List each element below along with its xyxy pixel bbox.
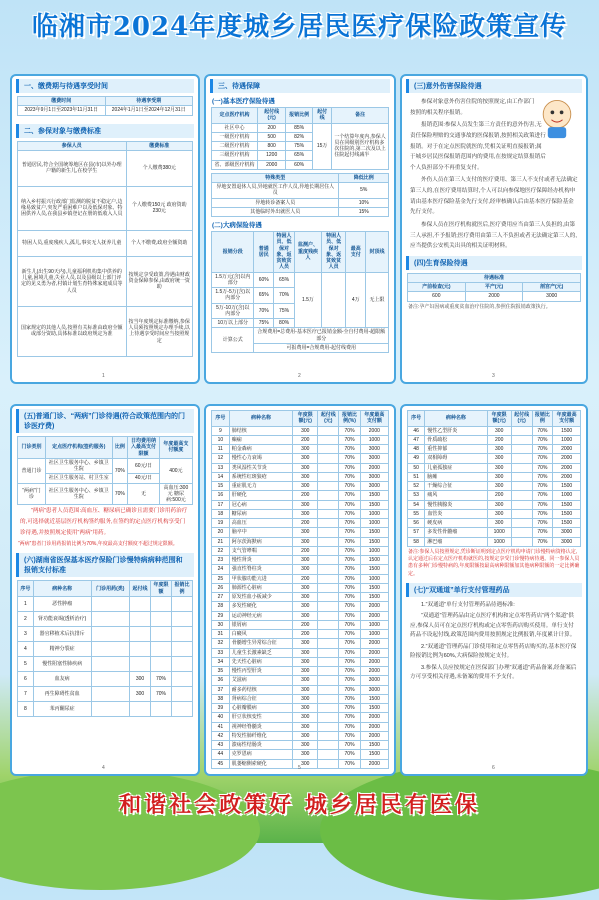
table-row: 56 硬皮病 300 70% 1500 xyxy=(408,519,581,528)
table-row: 34 先天性心脏病 300 70% 2000 xyxy=(212,657,389,666)
page-number: 3 xyxy=(492,373,495,379)
section-header-benefits: 三、待遇保障 xyxy=(210,79,390,93)
table-row: 1 恶性肿瘤 xyxy=(18,596,193,611)
table-row: “两病”门诊 社区卫生服务中心、乡镇卫生院 70% 无 高血压:300元 糖尿病:500元 xyxy=(18,483,193,505)
table-row: 46 慢性乙型肝炎 300 70% 1500 xyxy=(408,426,581,435)
chronic-disease-table-2: 序号 病种名称 年度限额(元) 起付线(元) 报销比例(%) 年度最高支付额 9 肺结核 300 70% 2000 10 癫痫 200 70% 1000 11 帕金森病 300 70% 3000 12 慢性心力衰竭 300 70% 3000 13 类风湿性关节炎 300 70% 2000 14 系统性红斑狼疮 300 70% 3000 15 重症肌无力 300 70% 3000 16 肝硬化 200 70% 1500 17 冠心病 300 70% 1500 18 糖尿病 300 70% 1000 19 高血压 200 70% 1000 20 脑卒中 300 70% 1500 21 阿尔茨海默病 300 70% 1500 22 支气管哮喘 200 70% 1000 23 慢性肾炎 300 70% 1500 24 强直性脊柱炎 300 70% 1500 25 甲状腺功能亢进 200 70% 1000 26 肺源性心脏病 300 70% 1500 27 原发性血小板减少 300 70% 1500 28 多发性硬化 300 70% 2000 29 运动神经元病 300 70% 2000 30 银屑病 200 70% 1000 31 白癜风 200 70% 1000 32 骨髓增生异常综合征 300 70% 2000 33 儿童生长激素缺乏 300 70% 2000 34 先天性心脏病 300 70% 2000 35 慢性丙型肝炎 300 70% 2000 36 艾滋病 300 70% 3000 37 耐多药结核 300 70% 3000 38 肾病综合征 300 70% 1500 39 心脏瓣膜病 300 70% 1500 40 肝豆状核变性 300 70% 2000 41 视神经脊髓炎 300 70% 2000 42 特发性肺纤维化 300 70% 2000 43 溃疡性结肠炎 300 70% 1500 44 克罗恩病 300 70% 1500 45 肌萎缩侧索硬化 300 70% 2000 xyxy=(211,410,389,769)
panel-outpatient: (五)普通门诊、“两病”门诊待遇(符合政策范围内的门诊医疗费) 门诊类别 定点医疗机构(签约服务) 比例 日均费用纳入最高支付限额 年度最高支付额度 普通门诊 社区卫生服务中心、乡镇卫生院 70% 60元/日 400元 社区卫生服务站、村卫生室 40元/日 “两病”门诊 社区卫生服务中心、乡镇卫生院 70% 无 高血压:300元 糖尿病:500元 “两病”患者人员范围:高血压、糖尿病已确诊且需要门诊用药治疗的,可选择就近基层医疗机构签约服务,在签约的定点医疗机构享受门诊待遇,并按照规定使用“两病”用药。 “两病”患者门诊用药报销比例为70%,年度最高支付额度不超过规定限额。 (六)湖南省医保基本医疗保险门诊慢特病病种范围和报销支付标准 序号 病种名称 门诊用药(类) 起付线 年度限额 报销比例 1 恶性肿瘤 2 肾功能衰竭(透析治疗) 3 器官移植术后抗排斥 4 精神分裂症 5 慢性阻塞性肺疾病 6 血友病 300 70% 7 再生障碍性贫血 300 70% 8 苯丙酮尿症 4 xyxy=(10,404,200,776)
table-row: 55 血管炎 300 70% 1500 xyxy=(408,509,581,518)
table-row: 49 双相障碍 300 70% 2000 xyxy=(408,454,581,463)
panel-dual-channel: 序号 病种名称 年度限额(元) 起付线(元) 报销比例 年度最高支付额 46 慢性乙型肝炎 300 70% 1500 47 骨质疏松 200 70% 1000 48 重性抑郁 300 70% 2000 49 双相障碍 300 70% 2000 50 儿童孤独症 300 70% 2000 51 脑瘫 300 70% 2000 52 干燥综合征 300 70% 1500 53 痛风 200 70% 1000 54 慢性胰腺炎 300 70% 1500 55 血管炎 300 70% 1500 56 硬皮病 300 70% 1500 57 多发性骨髓瘤 1000 70% 3000 58 淋巴瘤 1000 70% 3000 备注:参保人员按照规定,凭诊断证明到定点医疗机构申请门诊慢特病资格认定,认定通过后在定点医疗机构就医的,按规定享受门诊慢特病待遇。同一参保人员患有多种门诊慢特病的,年度限额按最高病种限额加其他病种限额的一定比例确定。 (七)“双通道”单行支付管理药品 1.“双通道”单行支付管理药品待遇标准: “双通道”管理药品由定点医疗机构和定点零售药店“两个渠道”供应,参保人员可在定点医疗机构或定点零售药店购买使用。单行支付药品不设起付线,政策范围内费用按照规定比例报销,年度累计计算。 2.“双通道”管理药品门诊使用和定点零售药店购买的,基本医疗保险报销比例为60%,大病保险按规定支付。 3.参保人员应按规定在医保部门办理“双通道”药品备案,经备案后方可享受相关待遇,未备案的费用不予支付。 6 xyxy=(400,404,588,776)
table-row: 44 克罗恩病 300 70% 1500 xyxy=(212,750,389,759)
table-row: 26 肺源性心脏病 300 70% 1500 xyxy=(212,583,389,592)
table-row: 10 癫痫 200 70% 1000 xyxy=(212,435,389,444)
chronic-note: 备注:参保人员按照规定,凭诊断证明到定点医疗机构申请门诊慢特病资格认定,认定通过后在定点医疗机构就医的,按规定享受门诊慢特病待遇。同一参保人员患有多种门诊慢特病的,年度限额按最高病种限额加其他病种限额的一定比例确定。 xyxy=(408,548,580,577)
table-row: 37 耐多药结核 300 70% 3000 xyxy=(212,685,389,694)
table-row: 35 慢性丙型肝炎 300 70% 2000 xyxy=(212,667,389,676)
table-row: 28 多发性硬化 300 70% 2000 xyxy=(212,602,389,611)
page-number: 6 xyxy=(492,765,495,771)
two-disease-note: “两病”患者人员范围:高血压、糖尿病已确诊且需要门诊用药治疗的,可选择就近基层医疗机构签约服务,在签约的定点医疗机构享受门诊待遇,并按照规定使用“两病”用药。 xyxy=(20,508,188,536)
table-row: 18 糖尿病 300 70% 1000 xyxy=(212,509,389,518)
table-row: 25 甲状腺功能亢进 200 70% 1000 xyxy=(212,574,389,583)
table-row: 54 慢性胰腺炎 300 70% 1500 xyxy=(408,500,581,509)
table-row: 58 淋巴瘤 1000 70% 3000 xyxy=(408,537,581,546)
table-row: 33 儿童生长激素缺乏 300 70% 2000 xyxy=(212,648,389,657)
table-row: 39 心脏瓣膜病 300 70% 1500 xyxy=(212,704,389,713)
table-row: 异地安置退休人员,异地就医工作人员,异地长期居住人员 5% xyxy=(212,183,389,199)
table-row: 9 肺结核 300 70% 2000 xyxy=(212,426,389,435)
table-row: 异地转诊备案人员 10% xyxy=(212,198,389,207)
period-table: 缴费时间 待遇享受期 2023年9月1日至2023年11月31日 2024年1月1日至2024年12月31日 xyxy=(17,96,193,116)
basic-insurance-table: 定点医疗机构 起付线(元) 报销比例 起付线 备注 社区中心 200 85% 15万 一个结算年度内,参保人员在同级别医疗机构多次住院的,第二次及以上住院起付线减半 一级医疗机构 500 82% 二级医疗机构 800 75% 三级医疗机构 1200 65% 省、部级医疗机构 2000 60% xyxy=(211,107,389,170)
panel-benefits xyxy=(204,74,396,384)
table-row: 11 帕金森病 300 70% 3000 xyxy=(212,445,389,454)
table-row: 45 肌萎缩侧索硬化 300 70% 2000 xyxy=(212,759,389,768)
table-row: 4 精神分裂症 xyxy=(18,641,193,656)
table-row: 1.5万元(含)以内部分 60% 65% 1.5万 4万 无上限 xyxy=(212,272,389,288)
table-row: 其他临时外出就医人员 15% xyxy=(212,207,389,216)
table-row: 17 冠心病 300 70% 1500 xyxy=(212,500,389,509)
chronic-disease-table-3: 序号 病种名称 年度限额(元) 起付线(元) 报销比例 年度最高支付额 46 慢性乙型肝炎 300 70% 1500 47 骨质疏松 200 70% 1000 48 重性抑郁 300 70% 2000 49 双相障碍 300 70% 2000 50 儿童孤独症 300 70% 2000 51 脑瘫 300 70% 2000 52 干燥综合征 300 70% 1500 53 痛风 200 70% 1000 54 慢性胰腺炎 300 70% 1500 55 血管炎 300 70% 1500 56 硬皮病 300 70% 1500 57 多发性骨髓瘤 1000 70% 3000 58 淋巴瘤 1000 70% 3000 xyxy=(407,410,581,547)
table-row: 社区卫生服务站、村卫生室 40元/日 xyxy=(18,474,193,483)
special-type-table: 特殊类型 降低比例 异地安置退休人员,异地就医工作人员,异地长期居住人员 5% 异地转诊备案人员 10% 其他临时外出就医人员 15% xyxy=(211,173,389,217)
table-row: 52 干燥综合征 300 70% 1500 xyxy=(408,482,581,491)
table-row: 16 肝硬化 200 70% 1500 xyxy=(212,491,389,500)
subheader-critical: (二)大病保险待遇 xyxy=(212,222,262,229)
table-row: 15 重症肌无力 300 70% 3000 xyxy=(212,482,389,491)
table-row: 6 血友病 300 70% xyxy=(18,671,193,686)
table-row: 40 肝豆状核变性 300 70% 2000 xyxy=(212,713,389,722)
panel-fee-standard xyxy=(10,74,200,384)
table-row: 2023年9月1日至2023年11月31日 2024年1月1日至2024年12月31日 xyxy=(18,106,193,115)
table-row: 42 特发性肺纤维化 300 70% 2000 xyxy=(212,731,389,740)
section-header-outpatient: (五)普通门诊、“两病”门诊待遇(符合政策范围内的门诊医疗费) xyxy=(16,409,194,433)
table-row: 21 阿尔茨海默病 300 70% 1500 xyxy=(212,537,389,546)
page-number: 2 xyxy=(298,373,301,379)
table-row: 一级医疗机构 500 82% xyxy=(212,132,389,141)
critical-illness-table: 报销分段 普通居民 特困人员、低保对象、返贫致贫人员 监测户、重度残疾人 特困人员、低保对象、返贫致贫人员 最高支付 封顶线 1.5万元(含)以内部分 60% 65% 1.5万 4万 无上限 1.5万-5万(含)以内部分 65% 70% 5万-10万(含)以内部分 70% 75% 10万以上部分 75% 80% 计算公式 合规费用=总费用-基本医疗已报销金额-全自付费用-超限额部分 可报费用=合规费用-起付线费用 xyxy=(211,231,389,353)
page-number: 1 xyxy=(102,373,105,379)
section-header-period: 一、缴费期与待遇享受时间 xyxy=(16,79,194,93)
table-row: 22 支气管哮喘 200 70% 1000 xyxy=(212,546,389,555)
table-row: 10万以上部分 75% 80% xyxy=(212,319,389,328)
table-row: 19 高血压 200 70% 1000 xyxy=(212,519,389,528)
table-row: 12 慢性心力衰竭 300 70% 3000 xyxy=(212,454,389,463)
table-row: 14 系统性红斑狼疮 300 70% 3000 xyxy=(212,472,389,481)
table-row: 36 艾滋病 300 70% 3000 xyxy=(212,676,389,685)
table-row: 30 银屑病 200 70% 1000 xyxy=(212,620,389,629)
table-row: 51 脑瘫 300 70% 2000 xyxy=(408,472,581,481)
table-row: 23 慢性肾炎 300 70% 1500 xyxy=(212,556,389,565)
section-header-chronic: (六)湖南省医保基本医疗保险门诊慢特病病种范围和报销支付标准 xyxy=(16,553,194,577)
section-header-dual-channel: (七)“双通道”单行支付管理药品 xyxy=(406,583,582,597)
mascot-illustration xyxy=(534,94,580,140)
page-title: 临湘市2024年度城乡居民医疗保险政策宣传 xyxy=(31,12,568,42)
page-number: 5 xyxy=(298,765,301,771)
table-row: 43 溃疡性结肠炎 300 70% 1500 xyxy=(212,741,389,750)
outpatient-table: 门诊类别 定点医疗机构(签约服务) 比例 日均费用纳入最高支付限额 年度最高支付额度 普通门诊 社区卫生服务中心、乡镇卫生院 70% 60元/日 400元 社区卫生服务站、村卫生室 40元/日 “两病”门诊 社区卫生服务中心、乡镇卫生院 70% 无 高血压:300元 糖尿病:500元 xyxy=(17,436,193,505)
section-header-accident: (三)意外伤害保险待遇 xyxy=(406,79,582,93)
chronic-disease-table: 序号 病种名称 门诊用药(类) 起付线 年度限额 报销比例 1 恶性肿瘤 2 肾功能衰竭(透析治疗) 3 器官移植术后抗排斥 4 精神分裂症 5 慢性阻塞性肺疾病 6 血友病 300 70% 7 再生障碍性贫血 300 70% 8 苯丙酮尿症 xyxy=(17,580,193,717)
fee-table: 参保人员 缴费标准 普通居民,符合全国统筹地区在县(市)以外办理户籍的新生儿,在校学生 个人缴费380元 纳入乡村振兴行政部门监测的脱贫不稳定户,边缘易致贫户,突发严重困难户以及低保对象、特困供养人员,在我县乡镇登记在册的低收入人员 个人缴费150元 政府资助230元 特困人员,重度残疾人,孤儿,事实无人抚养儿童 个人不缴费,政府全额资助 新生儿(出生90天内),儿童福利机构集中供养的儿童,困境儿童,失业人员,以及县级以上部门评定的见义勇为者,村镇计划生育特殊家庭成员等人员 按规定享受政策,待遇由财政资金保障参保,由政府统一资助 国家规定的其他人员,按照有关标准由政府全额或部分资助,具体标准以政府规定为准 按当年度规定标准缴纳,参保人员须按照规定办理手续,以上待遇享受时间应当按照规定 xyxy=(17,141,193,357)
table-row: 57 多发性骨髓瘤 1000 70% 3000 xyxy=(408,528,581,537)
panel-chronic-list xyxy=(204,404,396,776)
table-row: 纳入乡村振兴行政部门监测的脱贫不稳定户,边缘易致贫户,突发严重困难户以及低保对象、特困供养人员,在我县乡镇登记在册的低收入人员 个人缴费150元 政府资助230元 xyxy=(18,186,193,230)
table-row: 社区中心 200 85% 15万 一个结算年度内,参保人员在同级别医疗机构多次住院的,第二次及以上住院起付线减半 xyxy=(212,123,389,132)
table-row: 国家规定的其他人员,按照有关标准由政府全额或部分资助,具体标准以政府规定为准 按当年度规定标准缴纳,参保人员须按照规定办理手续,以上待遇享受时间应当按照规定 xyxy=(18,306,193,356)
table-row: 5 慢性阻塞性肺疾病 xyxy=(18,656,193,671)
table-row: 31 白癜风 200 70% 1000 xyxy=(212,630,389,639)
panel-accident: (三)意外伤害保险待遇 参保对象意外伤害住院的按照规定,由工作部门按照的相关程序报销。 报销范围:参保人员发生第三方责任的意外伤害,无责任保险理赔的交通事故的医保报销,按照相关政策进行报销。对于在定点医院就医的,凭相关证明直接报销;属于城乡居民医保报销范围内的费用,在按规定结算报销后个人负担部分不再重复支付。 外伤人员在第三人支付的医疗费用、第三人不支付或者无法确定第三人的,在医疗费用结算时,个人可以向参保地医疗保障经办机构申请由基本医疗保险基金先行支付,经审核确认后由基本医疗保险基金先行支付。 参保人员在医疗机构就医后,医疗费用应当由第三人负担的,由第三人承担,不予报销;医疗费用由第三人不负担或者无法确定第三人的,应当提供公安机关出具的相关证明材料。 (四)生育保险待遇 待遇标准 产前检查(元) 平产(元) 剖宫产(元) 600 2000 3000 备注:孕产妇因病或重度贫血治疗住院的,参照住院报销政策执行。 3 xyxy=(400,74,588,384)
table-row: 2 肾功能衰竭(透析治疗) xyxy=(18,611,193,626)
page-number: 4 xyxy=(102,765,105,771)
table-row: 8 苯丙酮尿症 xyxy=(18,701,193,716)
table-row: 50 儿童孤独症 300 70% 2000 xyxy=(408,463,581,472)
table-row: 41 视神经脊髓炎 300 70% 2000 xyxy=(212,722,389,731)
maternity-table: 待遇标准 产前检查(元) 平产(元) 剖宫产(元) 600 2000 3000 xyxy=(407,273,581,302)
table-row: 省、部级医疗机构 2000 60% xyxy=(212,160,389,169)
table-row: 二级医疗机构 800 75% xyxy=(212,142,389,151)
table-row: 53 痛风 200 70% 1000 xyxy=(408,491,581,500)
section-header-maternity: (四)生育保险待遇 xyxy=(406,256,582,270)
table-row: 27 原发性血小板减少 300 70% 1500 xyxy=(212,593,389,602)
maternity-note: 备注:孕产妇因病或重度贫血治疗住院的,参照住院报销政策执行。 xyxy=(408,303,551,310)
footer-slogan: 和谐社会政策好 城乡居民有医保 xyxy=(119,792,480,818)
table-row: 600 2000 3000 xyxy=(408,292,581,301)
table-row: 新生儿(出生90天内),儿童福利机构集中供养的儿童,困境儿童,失业人员,以及县级以上部门评定的见义勇为者,村镇计划生育特殊家庭成员等人员 按规定享受政策,待遇由财政资金保障参保,由政府统一资助 xyxy=(18,256,193,306)
table-row: 特困人员,重度残疾人,孤儿,事实无人抚养儿童 个人不缴费,政府全额资助 xyxy=(18,230,193,256)
table-row: 24 强直性脊柱炎 300 70% 1500 xyxy=(212,565,389,574)
table-row: 20 脑卒中 300 70% 1500 xyxy=(212,528,389,537)
table-row: 47 骨质疏松 200 70% 1000 xyxy=(408,435,581,444)
table-row: 1.5万-5万(含)以内部分 65% 70% xyxy=(212,288,389,304)
section-header-fee: 二、参保对象与缴费标准 xyxy=(16,124,194,138)
subheader-basic: (一)基本医疗保险待遇 xyxy=(212,98,275,105)
table-row: 38 肾病综合征 300 70% 1500 xyxy=(212,694,389,703)
decor-hill-right xyxy=(320,760,599,900)
table-row: 32 骨髓增生异常综合征 300 70% 2000 xyxy=(212,639,389,648)
table-row: 三级医疗机构 1200 65% xyxy=(212,151,389,160)
table-row: 48 重性抑郁 300 70% 2000 xyxy=(408,445,581,454)
table-row: 普通居民,符合全国统筹地区在县(市)以外办理户籍的新生儿,在校学生 个人缴费380元 xyxy=(18,150,193,186)
table-row: 7 再生障碍性贫血 300 70% xyxy=(18,686,193,701)
table-row: 普通门诊 社区卫生服务中心、乡镇卫生院 70% 60元/日 400元 xyxy=(18,458,193,474)
table-row: 3 器官移植术后抗排斥 xyxy=(18,626,193,641)
table-row: 29 运动神经元病 300 70% 2000 xyxy=(212,611,389,620)
table-row: 5万-10万(含)以内部分 70% 75% xyxy=(212,303,389,319)
table-row: 13 类风湿性关节炎 300 70% 2000 xyxy=(212,463,389,472)
